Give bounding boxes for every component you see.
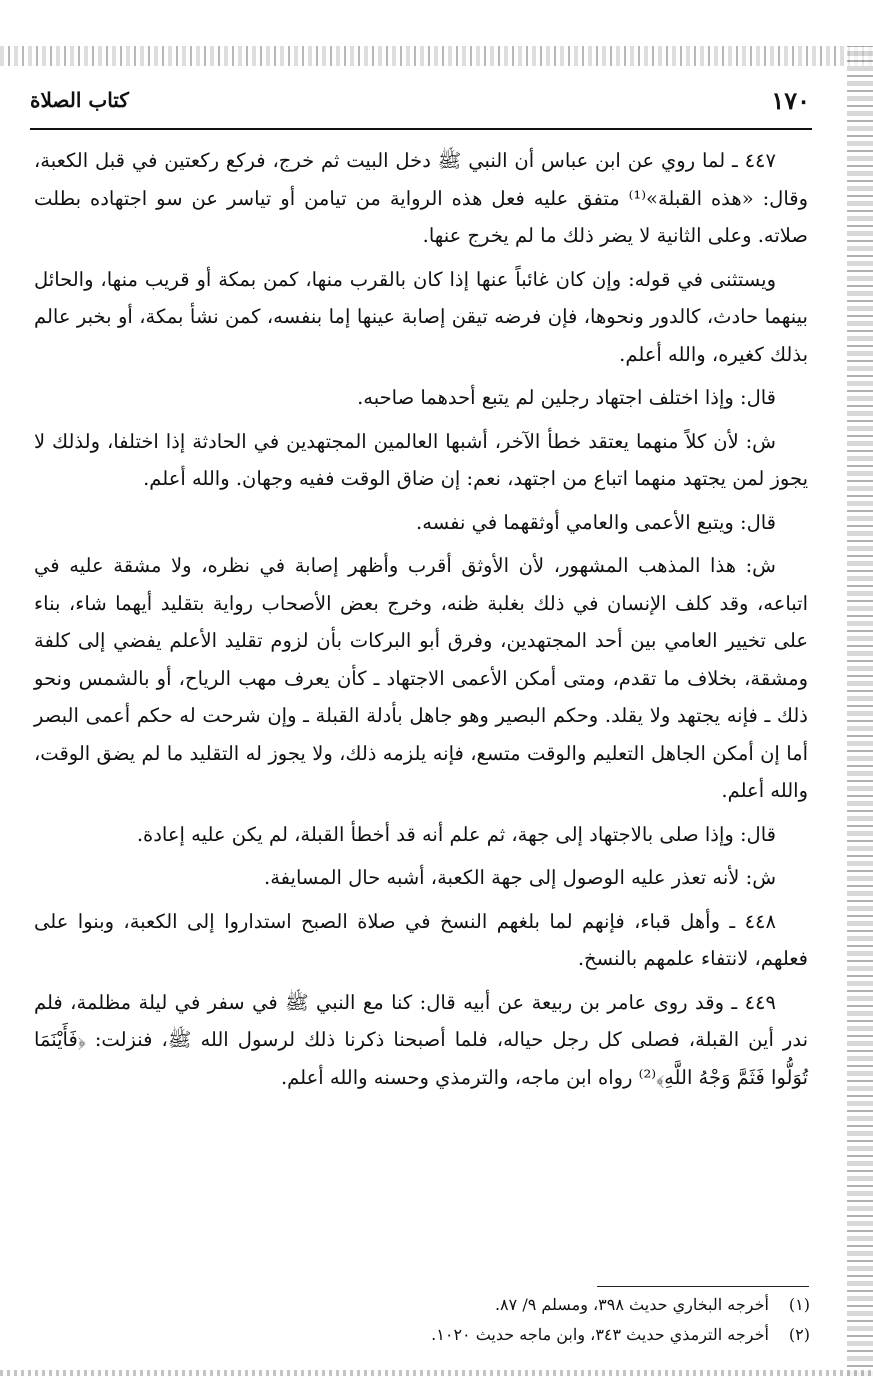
decorative-right-border: [847, 46, 873, 1376]
paragraph-449: ٤٤٩ ـ وقد روى عامر بن ربيعة عن أبيه قال: كنا مع النبي ﷺ في سفر في ليلة مظلمة، فلم ندر أين القبلة، فصلى كل رجل حياله، فلما أصبحنا ذكرنا ذلك لرسول الله ﷺ، فنزلت: ﴿فَأَيْنَمَا تُوَلُّوا فَثَمَّ وَجْهُ اللَّهِ﴾⁽²⁾ رواه ابن ماجه، والترمذي وحسنه والله أعلم.: [34, 990, 808, 1089]
paragraph-sharh-aama: ش: هذا المذهب المشهور، لأن الأوثق أقرب وأظهر إصابة في نظره، ولا مشقة عليه في اتباعه، وقد كلف الإنسان في ذلك بغلبة ظنه، وخرج بعض الأصحاب رواية بتقليد أيهما شاء، بناء على تخيير العامي بين أحد المجتهدين، وفرق أبو البركات بأن لزوم تقليد الأعلم يفضي إلى كلفة ومشقة، بخلاف ما تقدم، ومتى أمكن الأعمى الاجتهاد ـ كأن يعرف مهب الرياح، أو بالشمس ونحو ذلك ـ فإنه يجتهد ولا يقلد. وحكم البصير وهو جاهل بأدلة القبلة ـ وإن شرحت له حكم أعمى البصر أما إن أمكن الجاهل التعليم والوقت متسع، فإنه يلزمه ذلك، ولا يجوز له التقليد ما لم يضق الوقت، والله أعلم.: [34, 554, 808, 802]
footnote-2: [60, 1320, 810, 1350]
footnotes: [60, 1290, 810, 1350]
footnote-mark: (٢): [788, 1325, 810, 1344]
paragraph-qala-aama: قال: ويتبع الأعمى والعامي أوثقهما في نفسه.: [416, 510, 776, 534]
decorative-bottom-border: [0, 1370, 873, 1376]
decorative-top-border: [0, 46, 873, 66]
footnote-1: [60, 1290, 810, 1320]
paragraph-447: ٤٤٧ ـ لما روي عن ابن عباس أن النبي ﷺ دخل البيت ثم خرج، فركع ركعتين في قبل الكعبة، وقال: «هذه القبلة»⁽¹⁾ متفق عليه فعل هذه الرواية من تيامن أو تياسر عن سو اجتهاده بطلت صلاته. وعلى الثانية لا يضر ذلك ما لم يخرج عنها.: [34, 149, 809, 247]
page-number: ١٧٠: [771, 86, 810, 115]
footnote-text: أخرجه البخاري حديث ٣٩٨، ومسلم ٩/ ٨٧.: [494, 1295, 769, 1314]
main-text: [34, 142, 808, 1102]
header-rule: [30, 128, 812, 130]
paragraph-sharh-ikhtilaf: ش: لأن كلاً منهما يعتقد خطأ الآخر، أشبها العالمين المجتهدين في الحادثة إذا اختلفا، ولذلك لا يجوز لمن يجتهد منهما اتباع من اجتهد، نعم: إن ضاق الوقت ففيه وجهان. والله أعلم.: [34, 429, 808, 490]
running-title: كتاب الصلاة: [30, 88, 129, 112]
paragraph-sharh-khata: ش: لأنه تعذر عليه الوصول إلى جهة الكعبة، أشبه حال المسايفة.: [264, 866, 776, 889]
paragraph-448: ٤٤٨ ـ وأهل قباء، فإنهم لما بلغهم النسخ في صلاة الصبح استداروا إلى الكعبة، وبنوا على فعلهم، لانتفاء علمهم بالنسخ.: [34, 909, 808, 970]
footnote-rule: [597, 1286, 809, 1287]
paragraph-exception: ويستثنى في قوله: وإن كان غائباً عنها إذا كان بالقرب منها، كمن بمكة أو قريب منها، والحائل بينهما حادث، كالدور ونحوها، فإن فرضه تيقن إصابة عينها إما بنفسه، كمن نشأ بمكة، أو بخبر عالم بذلك كغيره، والله أعلم.: [34, 267, 808, 366]
paragraph-qala-khata: قال: وإذا صلى بالاجتهاد إلى جهة، ثم علم أنه قد أخطأ القبلة، لم يكن عليه إعادة.: [136, 822, 776, 846]
page-header: [30, 80, 810, 124]
paragraph-qala-ikhtilaf: قال: وإذا اختلف اجتهاد رجلين لم يتبع أحدهما صاحبه.: [357, 386, 776, 409]
footnote-text: أخرجه الترمذي حديث ٣٤٣، وابن ماجه حديث ١٠٢٠.: [431, 1325, 769, 1344]
footnote-mark: (١): [788, 1295, 810, 1314]
